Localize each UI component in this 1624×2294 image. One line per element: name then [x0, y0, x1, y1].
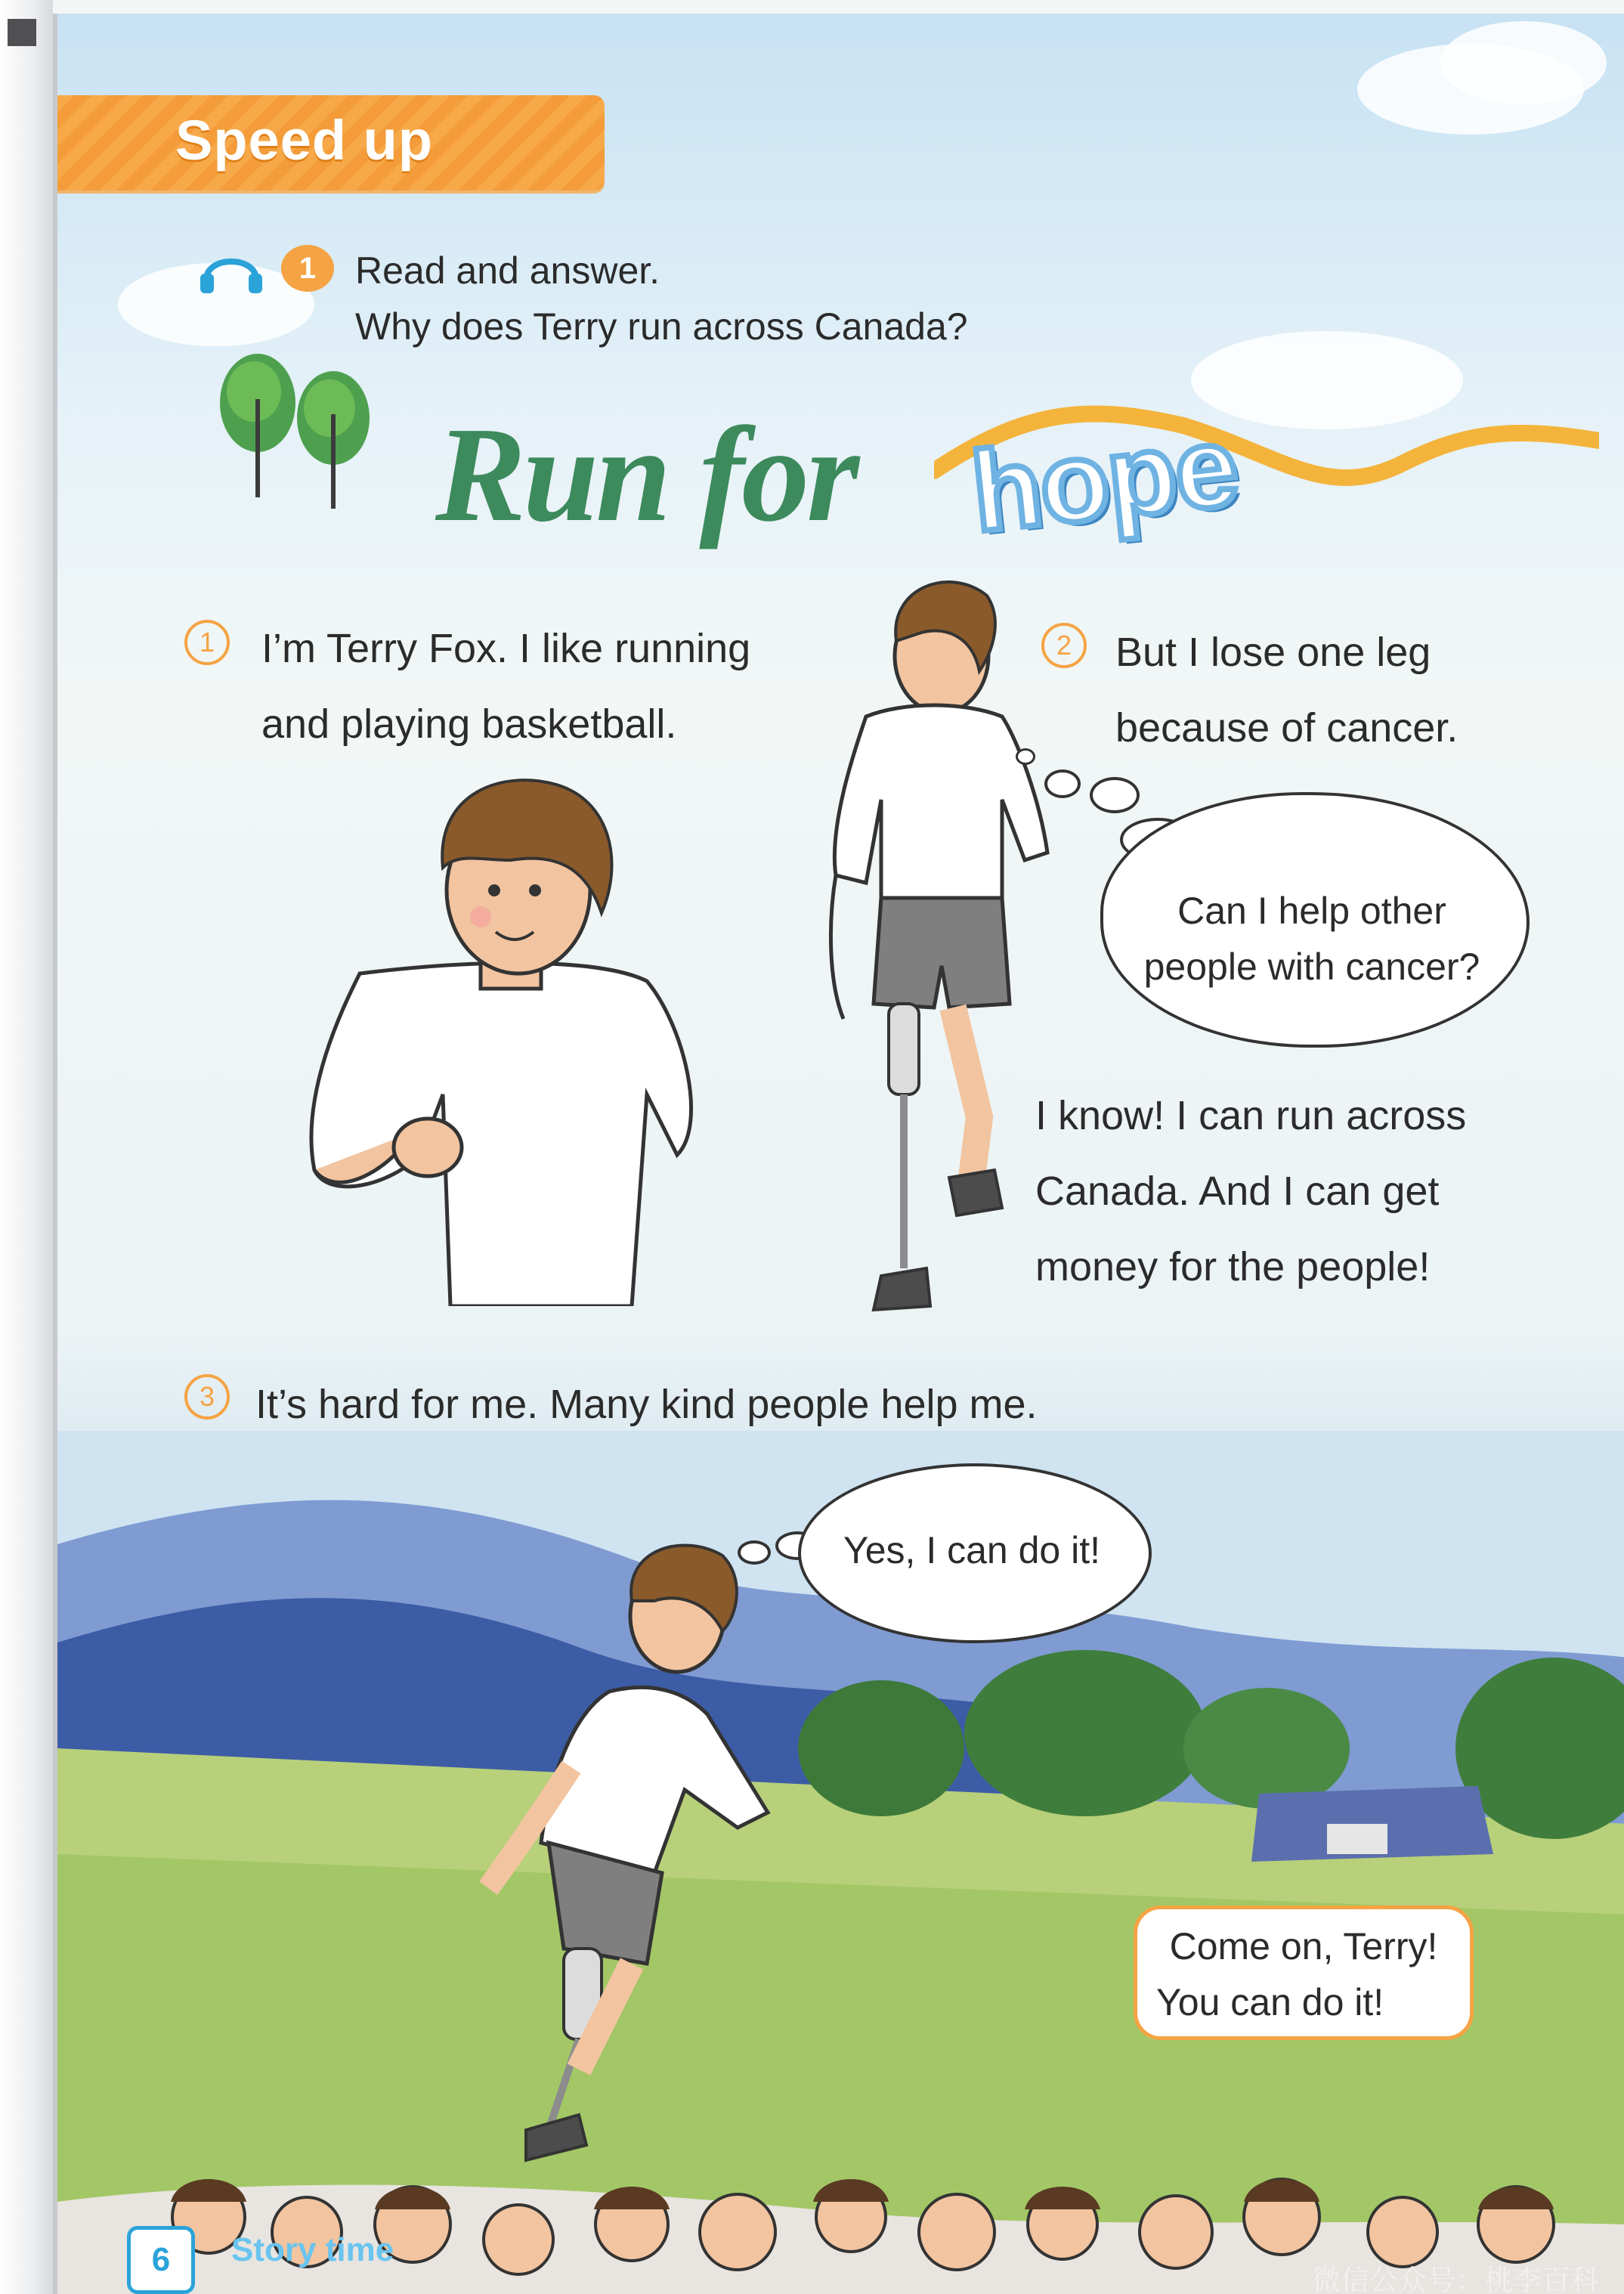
binding-mark [8, 19, 36, 46]
banner-title: Speed up [175, 109, 434, 172]
panel-number-3: 3 [184, 1374, 230, 1419]
thought-text-panel-3: Yes, I can do it! [843, 1529, 1101, 1571]
panel-1-line1: I’m Terry Fox. I like running [261, 626, 751, 671]
trees-icon [209, 346, 382, 520]
exercise-number: 1 [281, 245, 334, 292]
speech-text-line2: You can do it! [1156, 1981, 1384, 2023]
cloud [1440, 21, 1607, 104]
thought-dot [738, 1540, 771, 1565]
page-number: 6 [127, 2226, 195, 2294]
panel-2-follow-line3: money for the people! [1035, 1244, 1431, 1289]
book-binding [0, 0, 53, 2294]
story-title-hope: hope [966, 401, 1243, 556]
watermark: 微信公众号：桃李百科 [1312, 2264, 1600, 2294]
panel-3-line1: It’s hard for me. Many kind people help me. [255, 1382, 1038, 1427]
thought-text-line2: people with cancer? [1143, 946, 1480, 988]
speech-text-line1: Come on, Terry! [1169, 1925, 1438, 1967]
section-label: Story time [231, 2231, 394, 2268]
textbook-page [53, 14, 1624, 2294]
panel-2-line1: But I lose one leg [1115, 630, 1431, 675]
exercise-instruction: Read and answer. [355, 249, 660, 292]
terry-running-figure [254, 777, 722, 1306]
panel-1-line2: and playing basketball. [261, 701, 677, 747]
thought-dot [1016, 748, 1035, 765]
panel-2-follow-line2: Canada. And I can get [1035, 1169, 1440, 1214]
panel-2-line2: because of cancer. [1115, 705, 1459, 751]
terry-walking-figure [798, 573, 1070, 1336]
thought-dot [1090, 777, 1140, 813]
exercise-question: Why does Terry run across Canada? [355, 305, 968, 348]
story-title-run-for: Run for [435, 399, 857, 550]
panel-2-follow-line1: I know! I can run across [1035, 1093, 1467, 1138]
panel-number-2: 2 [1041, 623, 1087, 668]
headphones-icon[interactable] [197, 246, 265, 295]
panel-number-1: 1 [184, 620, 230, 665]
terry-running-race-figure [435, 1540, 828, 2190]
thought-text-line1: Can I help other [1177, 890, 1446, 932]
thought-dot [1044, 769, 1081, 798]
